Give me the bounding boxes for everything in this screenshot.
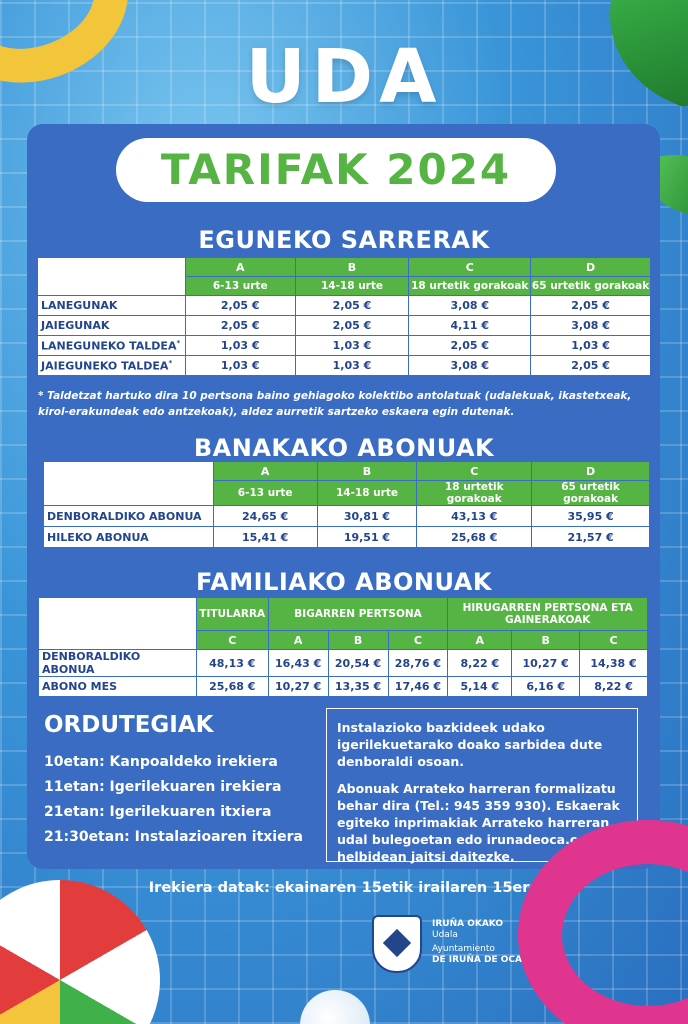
price-cell: 2,05 €: [185, 316, 295, 336]
logo-line: Ayuntamiento: [432, 944, 495, 954]
table-row: [39, 677, 648, 697]
price-cell: 4,11 €: [409, 316, 531, 336]
price-cell: 16,43 €: [268, 650, 328, 677]
row-label: JAIEGUNAK: [41, 319, 110, 332]
schedule-item: 10etan: Kanpoaldeko irekiera: [44, 754, 278, 770]
header-empty: [39, 598, 197, 650]
col-letter: D: [531, 258, 651, 277]
price-cell: 2,05 €: [531, 296, 651, 316]
col-age: 65 urtetik gorakoak: [531, 277, 651, 296]
row-label: DENBORALDIKO ABONUA: [39, 650, 197, 677]
price-cell: 24,65 €: [213, 506, 317, 527]
price-cell: 10,27 €: [512, 650, 580, 677]
logo-text: [432, 919, 522, 966]
price-cell: 1,03 €: [295, 356, 409, 376]
col-letter: C: [417, 462, 532, 481]
page-title: UDA: [245, 34, 443, 120]
price-cell: 10,27 €: [268, 677, 328, 697]
price-cell: 25,68 €: [196, 677, 268, 697]
price-cell: 8,22 €: [580, 677, 648, 697]
col-letter: C: [409, 258, 531, 277]
price-cell: 1,03 €: [531, 336, 651, 356]
banakako-table: [43, 461, 650, 548]
table-row: [38, 356, 651, 376]
shield-icon: [372, 915, 422, 973]
table-row: [44, 506, 650, 527]
col-letter: D: [532, 462, 650, 481]
col-age: 65 urtetik gorakoak: [532, 481, 650, 506]
beach-umbrella-decoration: [0, 880, 160, 1024]
row-label: LANEGUNAK: [41, 299, 118, 312]
price-cell: 43,13 €: [417, 506, 532, 527]
col-letter: B: [328, 631, 388, 650]
table-row: [44, 527, 650, 548]
logo-line: Udala: [432, 930, 458, 940]
group-header: HIRUGARREN PERTSONA ETA GAINERAKOAK: [448, 598, 648, 631]
footnote-star: *: [176, 338, 181, 347]
info-paragraph: Abonuak Arrateko harreran formalizatu behar dira (Tel.: 945 359 930). Eskaerak egiteko inprimakiak Arrateko harreran, udal bulegoetan edo irunadeoca.com helbidean jaitsi daitezke.: [337, 781, 620, 864]
price-cell: 2,05 €: [295, 316, 409, 336]
group-header: BIGARREN PERTSONA: [268, 598, 448, 631]
col-letter: C: [580, 631, 648, 650]
price-cell: 3,08 €: [409, 296, 531, 316]
row-label: LANEGUNEKO TALDEA: [41, 339, 177, 353]
col-age: 18 urtetik gorakoak: [417, 481, 532, 506]
price-cell: 2,05 €: [185, 296, 295, 316]
col-letter: C: [388, 631, 448, 650]
price-cell: 35,95 €: [532, 506, 650, 527]
col-letter: A: [448, 631, 512, 650]
price-cell: 1,03 €: [295, 336, 409, 356]
row-label: ABONO MES: [39, 677, 197, 697]
col-letter: C: [196, 631, 268, 650]
group-header: TITULARRA: [196, 598, 268, 631]
eguneko-table: [37, 257, 651, 376]
col-letter: B: [512, 631, 580, 650]
price-cell: 5,14 €: [448, 677, 512, 697]
price-cell: 48,13 €: [196, 650, 268, 677]
row-label: HILEKO ABONUA: [44, 527, 214, 548]
group-footnote: * Taldetzat hartuko dira 10 pertsona baino gehiagoko kolektibo antolatuak (udalekuak, ikastetxeak, kirol-erakundeak edo antzekoak), aldez aurretik sartzeko eskaera egin dutenak.: [38, 390, 632, 418]
beach-ball-decoration: [300, 990, 370, 1024]
header-empty: [44, 462, 214, 506]
table-row: [38, 296, 651, 316]
table-row: [38, 316, 651, 336]
col-age: 14-18 urte: [317, 481, 417, 506]
section-title-familiako: FAMILIAKO ABONUAK: [196, 568, 492, 596]
schedule-item: 11etan: Igerilekuaren irekiera: [44, 779, 282, 795]
logo-line: DE IRUÑA DE OCA: [432, 955, 522, 965]
row-label: JAIEGUNEKO TALDEA: [41, 359, 169, 373]
price-cell: 13,35 €: [328, 677, 388, 697]
tariffs-title: TARIFAK 2024: [116, 138, 556, 202]
col-age: 14-18 urte: [295, 277, 409, 296]
col-letter: A: [213, 462, 317, 481]
schedule-title: ORDUTEGIAK: [44, 712, 214, 738]
col-letter: A: [268, 631, 328, 650]
familiako-table: [38, 597, 648, 697]
price-cell: 6,16 €: [512, 677, 580, 697]
section-title-banakako: BANAKAKO ABONUAK: [193, 434, 495, 462]
price-cell: 25,68 €: [417, 527, 532, 548]
col-letter: B: [317, 462, 417, 481]
schedule-list: [44, 754, 303, 854]
price-cell: 17,46 €: [388, 677, 448, 697]
header-empty: [38, 258, 186, 296]
opening-dates: Irekiera datak: ekainaren 15etik irailaren 15era: [148, 880, 540, 896]
price-cell: 1,03 €: [185, 356, 295, 376]
price-cell: 20,54 €: [328, 650, 388, 677]
price-cell: 2,05 €: [409, 336, 531, 356]
table-row: [38, 336, 651, 356]
col-letter: A: [185, 258, 295, 277]
price-cell: 3,08 €: [531, 316, 651, 336]
price-cell: 14,38 €: [580, 650, 648, 677]
col-age: 18 urtetik gorakoak: [409, 277, 531, 296]
row-label: DENBORALDIKO ABONUA: [44, 506, 214, 527]
price-cell: 19,51 €: [317, 527, 417, 548]
info-paragraph: Instalazioko bazkideek udako igerilekuetarako doako sarbidea dute denboraldi osoan.: [337, 720, 603, 769]
logo-line: IRUÑA OKAKO: [432, 919, 504, 929]
price-cell: 21,57 €: [532, 527, 650, 548]
price-cell: 30,81 €: [317, 506, 417, 527]
price-cell: 3,08 €: [409, 356, 531, 376]
price-cell: 8,22 €: [448, 650, 512, 677]
col-age: 6-13 urte: [213, 481, 317, 506]
col-age: 6-13 urte: [185, 277, 295, 296]
price-cell: 2,05 €: [295, 296, 409, 316]
footnote-star: *: [168, 358, 173, 367]
schedule-item: 21etan: Igerilekuaren itxiera: [44, 804, 272, 820]
price-cell: 1,03 €: [185, 336, 295, 356]
table-row: [39, 650, 648, 677]
price-cell: 28,76 €: [388, 650, 448, 677]
section-title-eguneko: EGUNEKO SARRERAK: [198, 226, 490, 254]
schedule-item: 21:30etan: Instalazioaren itxiera: [44, 829, 303, 845]
col-letter: B: [295, 258, 409, 277]
price-cell: 2,05 €: [531, 356, 651, 376]
price-cell: 15,41 €: [213, 527, 317, 548]
